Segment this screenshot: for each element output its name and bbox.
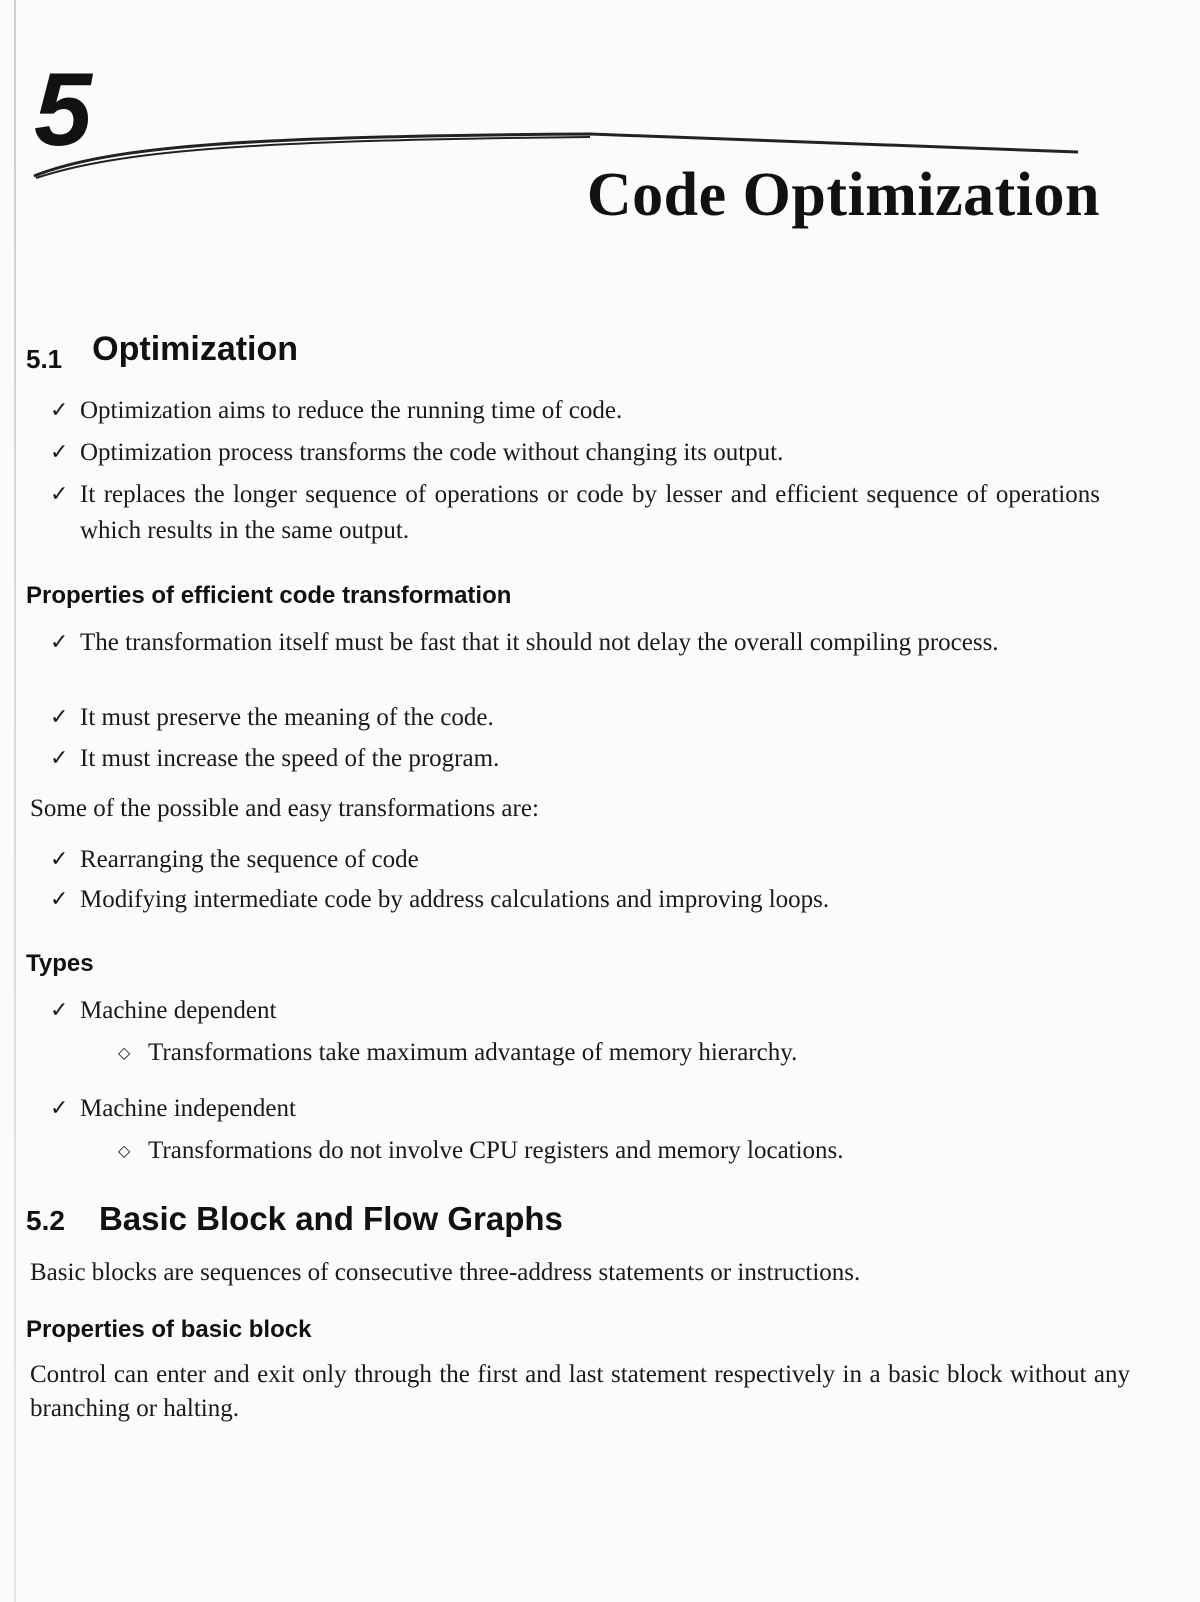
list-item: ✓ Rearranging the sequence of code [50, 842, 1100, 878]
list-item: ✓ The transformation itself must be fast that it should not delay the overall compiling process. [50, 625, 1100, 661]
basic-block-properties-text: Control can enter and exit only through the first and last statement respectively in a basic block without any branching or halting. [30, 1361, 1130, 1422]
check-mark-icon: ✓ [50, 1096, 69, 1121]
basic-blocks-intro: Basic blocks are sequences of consecutive three-address statements or instructions. [30, 1259, 861, 1286]
check-mark-icon: ✓ [50, 440, 69, 465]
section-heading-5-2 [26, 1200, 563, 1238]
section-heading-5-1 [26, 330, 299, 374]
page-binding-edge [14, 0, 16, 1602]
sub-heading-properties-efficient: Properties of efficient code transformation [26, 582, 512, 609]
check-mark-icon: ✓ [50, 847, 69, 872]
section-title: Basic Block and Flow Graphs [98, 1200, 563, 1237]
transformations-intro: Some of the possible and easy transformations are: [30, 795, 539, 822]
list-item: ✓ Machine dependent [50, 993, 1100, 1029]
check-mark-icon: ✓ [50, 630, 69, 655]
chapter-number: 5 [34, 52, 92, 168]
section-number: 5.1 [26, 344, 63, 374]
section-title: Optimization [92, 330, 299, 368]
diamond-icon: ◇ [118, 1043, 131, 1062]
list-item: ✓ Modifying intermediate code by address calculations and improving loops. [50, 882, 1100, 918]
list-item: ✓ Machine independent [50, 1091, 1100, 1127]
sub-heading-types: Types [26, 950, 94, 977]
check-mark-icon: ✓ [50, 746, 69, 771]
check-mark-icon: ✓ [50, 705, 69, 730]
list-item: ✓ It replaces the longer sequence of operations or code by lesser and efficient sequence of operations which results in the same output. [50, 477, 1100, 549]
check-mark-icon: ✓ [50, 998, 69, 1023]
sub-list-item: ◇ Transformations take maximum advantage of memory hierarchy. [118, 1036, 1080, 1070]
sub-list-item: ◇ Transformations do not involve CPU registers and memory locations. [118, 1134, 1080, 1168]
check-mark-icon: ✓ [50, 398, 69, 423]
chapter-title: Code Optimization [586, 161, 1100, 229]
list-item: ✓ Optimization process transforms the code without changing its output. [50, 435, 1100, 471]
list-item: ✓ Optimization aims to reduce the running time of code. [50, 393, 1100, 429]
sub-heading-properties-basic-block: Properties of basic block [26, 1316, 312, 1343]
list-item: ✓ It must increase the speed of the program. [50, 741, 1100, 777]
section-number: 5.2 [26, 1205, 65, 1236]
check-mark-icon: ✓ [50, 482, 69, 507]
list-item: ✓ It must preserve the meaning of the code. [50, 700, 1100, 736]
diamond-icon: ◇ [118, 1141, 131, 1160]
check-mark-icon: ✓ [50, 887, 69, 912]
